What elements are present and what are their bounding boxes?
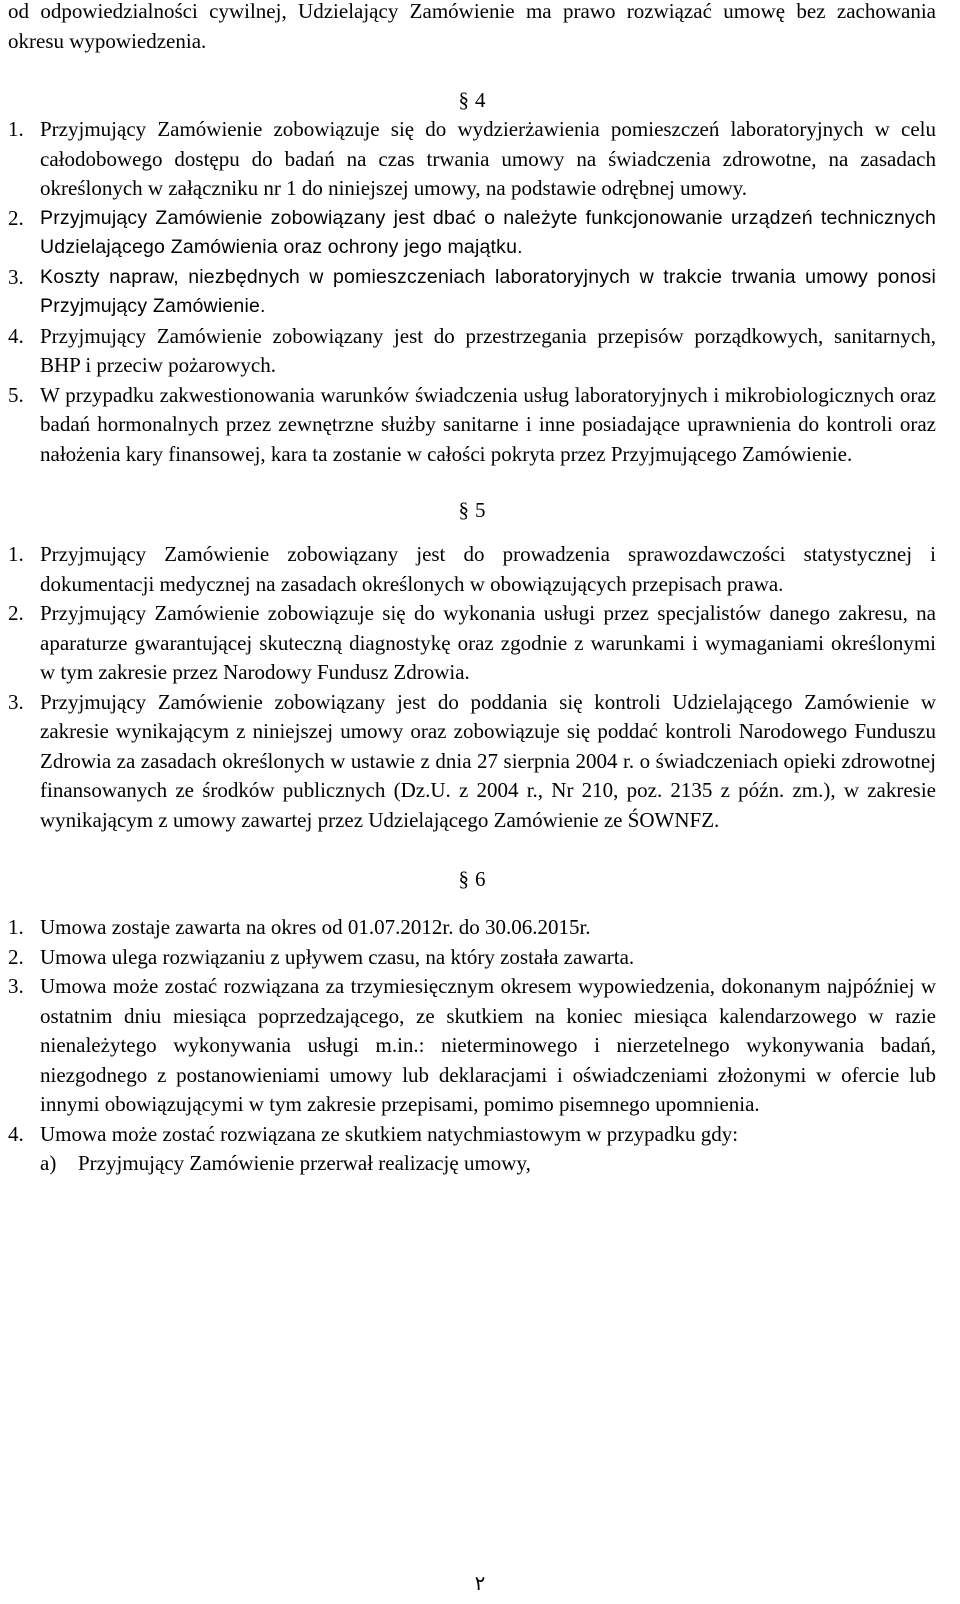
list-item [8, 115, 936, 204]
section-4-list [8, 115, 936, 469]
intro-paragraph: od odpowiedzialności cywilnej, Udzielający Zamówienie ma prawo rozwiązać umowę bez zachowania okresu wypowiedzenia. [8, 0, 936, 53]
item-number: 2. [8, 601, 24, 625]
section-sign: § [458, 88, 469, 112]
list-item [8, 913, 936, 943]
item-text: Umowa może zostać rozwiązana ze skutkiem natychmiastowym w przypadku gdy: [40, 1121, 739, 1146]
item-text: Umowa zostaje zawarta na okres od 01.07.2012r. do 30.06.2015r. [40, 915, 591, 939]
section-sign: § [458, 498, 469, 522]
item-text: Przyjmujący Zamówienie zobowiązuje się do wykonania usługi przez specjalistów danego zakresu, na aparaturze gwarantującej skuteczną diagnostykę oraz zgodnie z warunkami i wymaganiami określonymi w tym zakresie przez Narodowy Fundusz Zdrowia. [40, 601, 936, 684]
list-item [8, 688, 936, 836]
list-item [8, 204, 936, 263]
item-text: Umowa ulega rozwiązaniu z upływem czasu, na który została zawarta. [40, 944, 635, 969]
subitem-letter: a) [40, 1151, 57, 1175]
sub-list-item [8, 1149, 936, 1179]
section-heading-5 [8, 495, 936, 525]
item-number: 3. [8, 974, 24, 998]
item-number: 1. [8, 915, 24, 939]
list-item [8, 1120, 936, 1150]
item-number: 3. [8, 689, 24, 714]
page-number: ٢ [474, 1573, 486, 1595]
section-number: 6 [475, 867, 486, 891]
item-text: W przypadku zakwestionowania warunków świadczenia usług laboratoryjnych i mikrobiologicznych oraz badań hormonalnych przez zewnętrzne służby sanitarne i inne posiadające uprawnienia do kontroli oraz nałożenia kary finansowej, kara ta zostanie w całości pokryta przez Przyjmującego Zamówienie. [40, 382, 936, 466]
item-text: Koszty napraw, niezbędnych w pomieszczeniach laboratoryjnych w trakcie trwania umowy ponosi Przyjmujący Zamówienie. [40, 265, 936, 317]
section-number: 5 [475, 498, 486, 522]
item-number: 5. [8, 382, 24, 407]
item-number: 3. [8, 264, 24, 289]
section-number: 4 [475, 88, 486, 112]
item-number: 4. [8, 323, 24, 348]
list-item [8, 263, 936, 322]
item-text: Przyjmujący Zamówienie zobowiązuje się do wydzierżawienia pomieszczeń laboratoryjnych w celu całodobowego dostępu do badań na czas trwania umowy na świadczenia zdrowotne, na zasadach określonych w załączniku nr 1 do niniejszej umowy, na podstawie odrębnej umowy. [40, 117, 936, 200]
item-text: Umowa może zostać rozwiązana za trzymiesięcznym okresem wypowiedzenia, dokonanym najpóźniej w ostatnim dniu miesiąca poprzedzającego, ze skutkiem na koniec miesiąca kalendarzowego w razie nienależytego wykonywania usługi m.in.: nieterminowego i nierzetelnego wykonywania badań, niezgodnego z postanowieniami umowy lub deklaracjami i oświadczeniami złożonymi w ofercie lub innymi obowiązującymi w tym zakresie przepisami, pomimo pisemnego upomnienia. [40, 974, 936, 1116]
section-sign: § [458, 867, 469, 891]
section-heading-4 [8, 85, 936, 115]
subitem-text: Przyjmujący Zamówienie przerwał realizację umowy, [78, 1151, 531, 1175]
list-item [8, 540, 936, 599]
list-item [8, 599, 936, 688]
item-text: Przyjmujący Zamówienie zobowiązany jest do prowadzenia sprawozdawczości statystycznej i dokumentacji medycznej na zasadach określonych w obowiązujących przepisach prawa. [40, 542, 936, 596]
item-number: 4. [8, 1121, 24, 1146]
item-number: 1. [8, 542, 24, 566]
document-page [8, 0, 936, 1179]
section-heading-6 [8, 864, 936, 894]
item-number: 1. [8, 117, 24, 141]
list-item [8, 322, 936, 381]
item-text: Przyjmujący Zamówienie zobowiązany jest do przestrzegania przepisów porządkowych, sanitarnych, BHP i przeciw pożarowych. [40, 323, 936, 377]
section-5-list [8, 540, 936, 835]
list-item [8, 381, 936, 470]
section-6-list [8, 913, 936, 1179]
list-item [8, 972, 936, 1120]
list-item [8, 943, 936, 973]
item-text: Przyjmujący Zamówienie zobowiązany jest do poddania się kontroli Udzielającego Zamówienie w zakresie wynikającym z niniejszej umowy oraz zobowiązuje się poddać kontroli Narodowego Funduszu Zdrowia za zasadach określonych w ustawie z dnia 27 sierpnia 2004 r. o świadczeniach opieki zdrowotnej finansowanych ze środków publicznych (Dz.U. z 2004 r., Nr 210, poz. 2135 z późn. zm.), w zakresie wynikającym z umowy zawartej przez Udzielającego Zamówienie ze ŚOWNFZ. [40, 689, 936, 832]
item-text: Przyjmujący Zamówienie zobowiązany jest dbać o należyte funkcjonowanie urządzeń technicznych Udzielającego Zamówienia oraz ochrony jego majątku. [40, 206, 936, 258]
item-number: 2. [8, 944, 24, 969]
item-number: 2. [8, 205, 24, 230]
